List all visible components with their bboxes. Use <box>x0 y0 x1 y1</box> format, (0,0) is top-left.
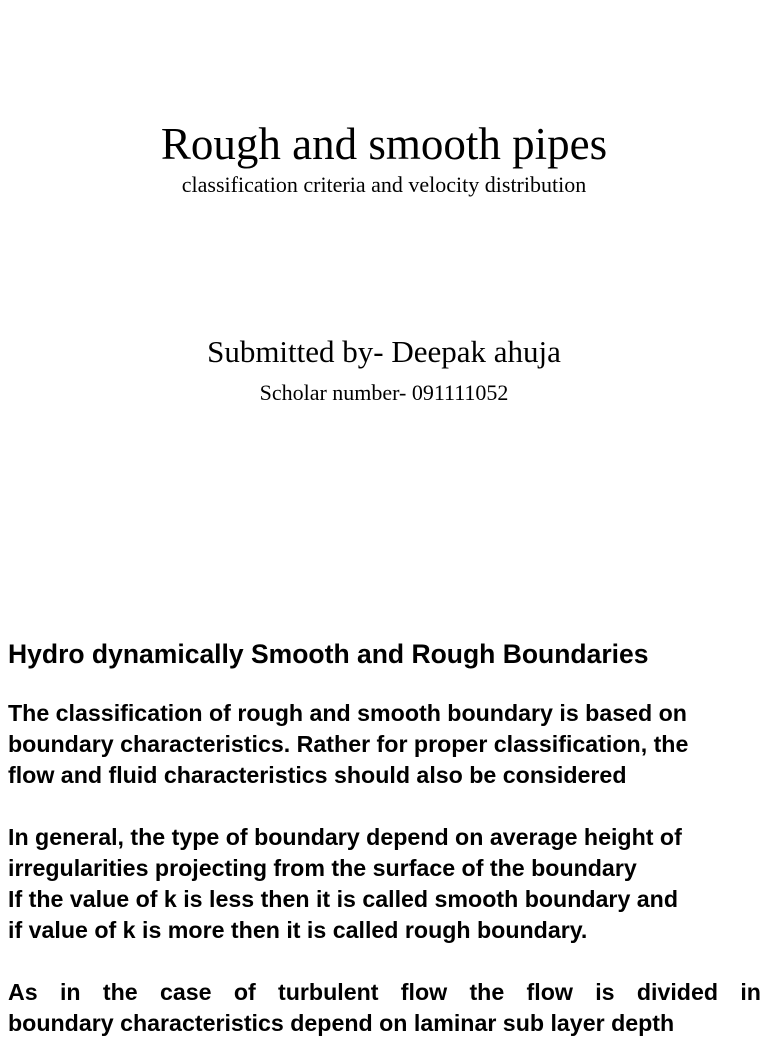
word: case <box>159 979 212 1005</box>
word: turbulent <box>278 979 379 1005</box>
word: As <box>8 979 38 1005</box>
justified-line <box>8 977 761 1008</box>
word: in <box>740 979 761 1005</box>
word: divided <box>636 979 719 1005</box>
submitted-by: Submitted by- Deepak ahuja <box>207 334 561 369</box>
slide-title: Rough and smooth pipes <box>160 119 608 169</box>
text-line: irregularities projecting from the surface of the boundary <box>8 855 637 881</box>
scholar-number: Scholar number- 091111052 <box>259 380 509 405</box>
text-line: if value of k is more then it is called rough boundary. <box>8 917 588 943</box>
text-line: boundary characteristics. Rather for proper classification, the <box>8 731 689 757</box>
paragraph-classification <box>8 698 761 791</box>
word: is <box>595 979 615 1005</box>
paragraph-boundary-type <box>8 822 761 946</box>
text-line: The classification of rough and smooth boundary is based on <box>8 700 687 726</box>
text-line-cut: boundary characteristics depend on laminar sub layer depth <box>8 1010 675 1036</box>
word: flow <box>526 979 573 1005</box>
text-line: flow and fluid characteristics should also be considered <box>8 762 627 788</box>
word: of <box>233 979 256 1005</box>
section-heading: Hydro dynamically Smooth and Rough Boundaries <box>8 639 649 669</box>
slide-subtitle: classification criteria and velocity distribution <box>181 172 587 197</box>
paragraph-gap <box>8 791 761 822</box>
word: in <box>59 979 81 1005</box>
content-slide <box>8 636 761 1039</box>
text-line: If the value of k is less then it is called smooth boundary and <box>8 886 679 912</box>
word: flow <box>400 979 448 1005</box>
paragraph-turbulent-flow <box>8 977 761 1039</box>
text-line: In general, the type of boundary depend on average height of <box>8 824 682 850</box>
word: the <box>469 979 505 1005</box>
word: the <box>102 979 138 1005</box>
paragraph-gap <box>8 946 761 977</box>
